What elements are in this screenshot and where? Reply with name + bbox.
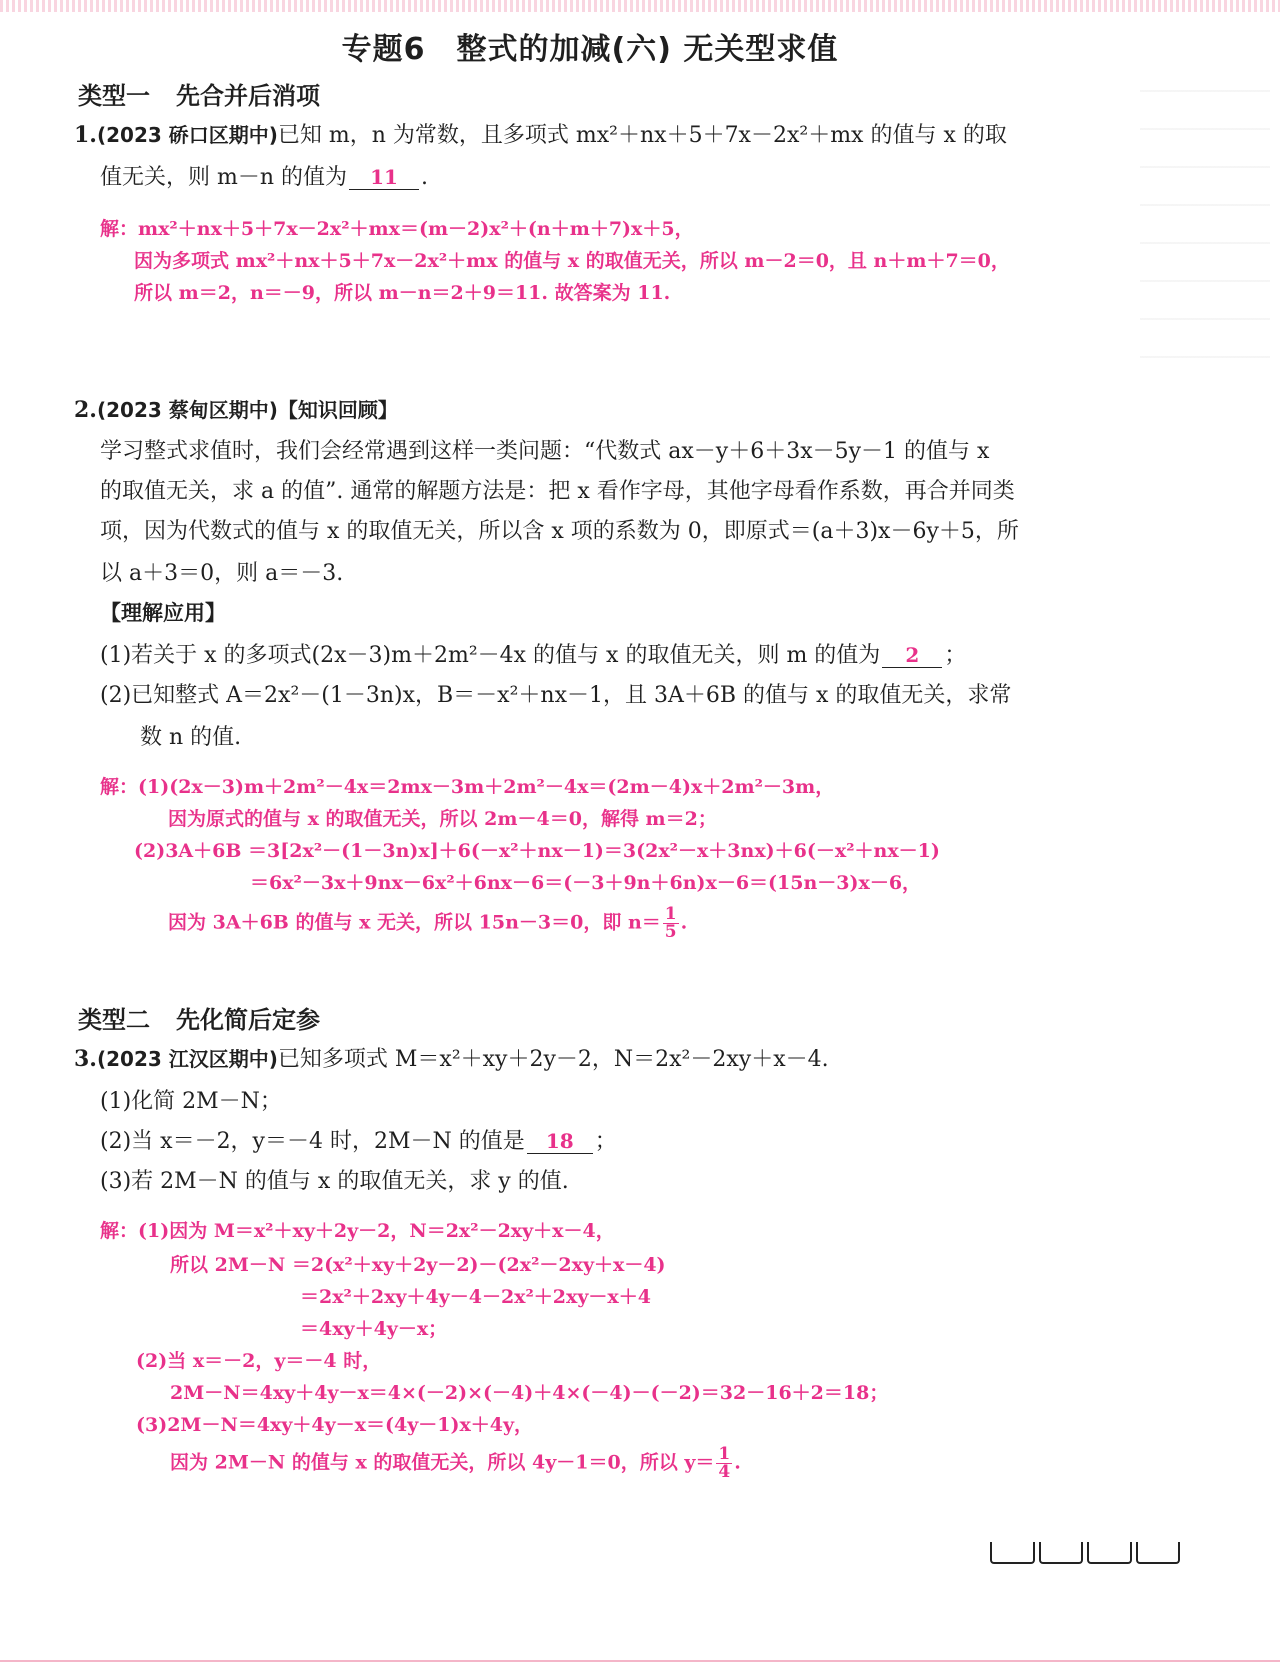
scan-mark	[1087, 1542, 1132, 1564]
question-text: ；	[594, 1129, 617, 1154]
solution-line: 所以 2M－N ＝2(x²＋xy＋2y－2)－(2x²－2xy＋x－4)	[170, 1254, 666, 1276]
scan-mark	[1136, 1542, 1181, 1564]
section-label: 类型二	[78, 1006, 150, 1034]
scan-mark	[1039, 1542, 1084, 1564]
question-text: 值无关，则 m－n 的值为	[100, 165, 348, 190]
solution-line: ＝6x²－3x＋9nx－6x²＋6nx－6＝(－3＋9n＋6n)x－6＝(15n－3)x－6，	[250, 872, 922, 894]
question-3-part-2	[100, 1124, 617, 1155]
fraction-denominator: 5	[664, 922, 677, 942]
question-text: (2)当 x＝－2，y＝－4 时，2M－N 的值是	[100, 1129, 525, 1154]
solution-text: 因为 2M－N 的值与 x 的取值无关，所以 4y－1＝0，所以 y＝	[170, 1451, 715, 1474]
question-3-part-3: (3)若 2M－N 的值与 x 的取值无关，求 y 的值.	[100, 1169, 569, 1194]
subheading-apply: 【理解应用】	[100, 601, 226, 625]
question-text: .	[421, 165, 429, 190]
question-text: ；	[944, 643, 967, 668]
solution-line: (2)当 x＝－2，y＝－4 时，	[136, 1350, 382, 1372]
solution-line: 解：mx²＋nx＋5＋7x－2x²＋mx＝(m－2)x²＋(n＋m＋7)x＋5，	[100, 218, 694, 240]
solution-text: .	[734, 1451, 741, 1474]
top-decorative-band	[0, 0, 1280, 12]
question-text-line: 的取值无关，求 a 的值”. 通常的解题方法是：把 x 看作字母，其他字母看作系数，再合并同类	[100, 479, 1015, 504]
solution-line: 因为多项式 mx²＋nx＋5＋7x－2x²＋mx 的值与 x 的取值无关，所以 m－2＝0，且 n＋m＋7＝0，	[134, 250, 1010, 272]
scan-mark	[990, 1542, 1035, 1564]
question-number: 3.	[74, 1046, 97, 1072]
question-1-line-2	[100, 160, 428, 191]
answer-blank: 11	[349, 165, 419, 190]
solution-line: 解：(1)因为 M＝x²＋xy＋2y－2，N＝2x²－2xy＋x－4，	[100, 1220, 615, 1242]
question-3-line-1	[74, 1042, 829, 1073]
solution-text: 因为 3A＋6B 的值与 x 无关，所以 15n－3＝0，即 n＝	[168, 911, 661, 934]
section-text: 先合并后消项	[176, 82, 320, 110]
section-heading-2	[78, 1000, 320, 1035]
solution-line: (3)2M－N＝4xy＋4y－x＝(4y－1)x＋4y，	[136, 1414, 534, 1436]
page-title: 专题6 整式的加减(六) 无关型求值	[341, 32, 839, 67]
question-number: 2.	[74, 397, 97, 423]
fraction	[663, 906, 679, 941]
question-text-line: 以 a＋3＝0，则 a＝－3.	[100, 561, 344, 586]
solution-line: (2)3A＋6B ＝3[2x²－(1－3n)x]＋6(－x²＋nx－1)＝3(2x²－x＋3nx)＋6(－x²＋nx－1)	[134, 840, 940, 862]
solution-line: 2M－N＝4xy＋4y－x＝4×(－2)×(－4)＋4×(－4)－(－2)＝32－16＋2＝18；	[170, 1382, 889, 1404]
answer-blank: 18	[527, 1129, 593, 1154]
question-number: 1.	[74, 122, 97, 148]
question-2-part-2-line-2: 数 n 的值.	[140, 725, 242, 750]
solution-line-with-fraction	[170, 1446, 741, 1481]
question-text-line: 项，因为代数式的值与 x 的取值无关，所以含 x 项的系数为 0，即原式＝(a＋3)x－6y＋5，所	[100, 519, 1019, 544]
section-text: 先化简后定参	[176, 1006, 320, 1034]
bottom-decorative-line	[0, 1660, 1280, 1662]
question-2-part-2-line-1: (2)已知整式 A＝2x²－(1－3n)x，B＝－x²＋nx－1，且 3A＋6B 的值与 x 的取值无关，求常	[100, 683, 1012, 708]
question-text: 已知多项式 M＝x²＋xy＋2y－2，N＝2x²－2xy＋x－4.	[277, 1047, 829, 1072]
section-label: 类型一	[78, 82, 150, 110]
question-text-line: 学习整式求值时，我们会经常遇到这样一类问题：“代数式 ax－y＋6＋3x－5y－1 的值与 x	[100, 439, 990, 464]
question-2-part-1	[100, 638, 966, 669]
solution-line: 因为原式的值与 x 的取值无关，所以 2m－4＝0，解得 m＝2；	[168, 808, 717, 830]
solution-line: 解：(1)(2x－3)m＋2m²－4x＝2mx－3m＋2m²－4x＝(2m－4)x＋2m²－3m，	[100, 776, 835, 798]
solution-line: 所以 m＝2，n＝－9，所以 m－n＝2＋9＝11. 故答案为 11.	[134, 282, 671, 304]
fraction-denominator: 4	[718, 1462, 731, 1482]
question-text: (1)若关于 x 的多项式(2x－3)m＋2m²－4x 的值与 x 的取值无关，则 m 的值为	[100, 643, 881, 668]
solution-line-with-fraction	[168, 906, 687, 941]
solution-text: .	[680, 911, 688, 934]
solution-line: ＝4xy＋4y－x；	[300, 1318, 448, 1340]
fraction-numerator: 1	[664, 904, 677, 924]
answer-blank: 2	[882, 643, 942, 668]
solution-line: ＝2x²＋2xy＋4y－4－2x²＋2xy－x＋4	[300, 1286, 651, 1308]
page-scan-marks	[990, 1542, 1180, 1564]
question-2-heading	[74, 394, 398, 423]
section-heading-1	[78, 76, 320, 111]
fraction	[716, 1446, 732, 1481]
question-text: 已知 m，n 为常数，且多项式 mx²＋nx＋5＋7x－2x²＋mx 的值与 x 的取	[277, 123, 1007, 148]
question-3-part-1: (1)化简 2M－N；	[100, 1089, 282, 1114]
fraction-numerator: 1	[718, 1444, 731, 1464]
question-source: (2023 江汉区期中)	[96, 1047, 278, 1071]
question-1-line-1	[74, 118, 1007, 149]
bleed-through-shadow	[1140, 90, 1270, 390]
question-source: (2023 蔡甸区期中)【知识回顾】	[96, 398, 398, 422]
question-source: (2023 硚口区期中)	[96, 123, 278, 147]
